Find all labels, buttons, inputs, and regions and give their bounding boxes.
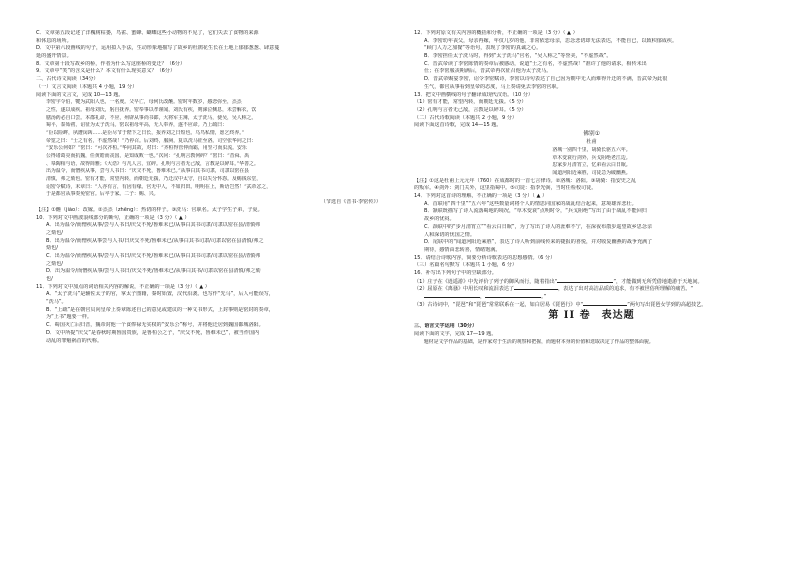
- poem-line: 草木变衰行剑外，兵戈阻绝老江边。: [552, 154, 631, 161]
- text-line: 9．文章中“笑”的含义是什么？本文有什么现实意义？（6分）: [36, 68, 176, 75]
- left-column: [36, 30, 391, 345]
- section-2-title: 第 II 卷 表达题: [548, 310, 635, 322]
- text-line: A．出为温令/而憎疾从事/尝与人书曰/庆父不死/鲁难未已/从事白其书司隶/司隶以密在县/清慎弗: [46, 222, 261, 229]
- text-line: 生气，都官从事看到皇帝的态度，马上奏请免去李密的官职。: [424, 83, 562, 90]
- text-line: D．晋武帝赐宴李密，诏令李密赋诗，李密以诗句表达了自己因为朝中无人而难得升迁的不满，晋武帝为此很: [424, 76, 668, 83]
- text-line: 10．下列对文中画波浪线部分的断句，正确的一项是（3 分）（ ▲ ）: [36, 214, 190, 221]
- text-line: 15．请结合诗歌内容，简要分析诗歌表达的思想感情。（6 分）: [414, 254, 556, 261]
- text-line: B．“上疏”是在朝官员向皇帝上奏章陈述自己的意见或建议的一种文书形式，上封事则是密封的奏章，: [46, 306, 274, 313]
- section-3-instruction: 阅读下面的文字，完成 17—19 题。: [414, 331, 497, 338]
- passage-line: 膳汤药必自口尝。本郡礼命，不应，州辟从事尚书郎，大将军主簿，太子洗马，使吴，吴人称之。: [46, 114, 257, 121]
- text-line: D．文中第六段画线的句子，运用拟人手法，生动形象地描写了故乡的杜鹃花生长在土地上郁郁葱葱、肆意蔓: [36, 45, 280, 52]
- text-line: B．颔联既描写了诗人流落蜀地的境况，“草木变衰”点明时令，“兵戈阻绝”写出了由于战乱不能回归: [424, 208, 647, 215]
- text-line: D．出为温令/而憎疾从事/尝与人书曰/庆父不死/鲁难未已/从事白其书/司隶以密在县清慎/弗之劾: [46, 268, 261, 275]
- text-line: 之劾也/: [46, 229, 63, 236]
- text-line: D．尾联中的“闻道河阳近乘胜”，表达了诗人听到前线传来的捷报的喜悦，并对收复幽燕的战争充满了: [424, 239, 653, 246]
- text-line: 期待，感情由悲转喜，情绪饱满。: [424, 246, 501, 253]
- passage-line: 蜀平，泰始初，诏征为太子洗马。密以祖母年高，无人奉养，遂不应命。乃上疏曰：: [46, 122, 227, 129]
- poem-title: 佛别①: [583, 130, 600, 137]
- text-line: 11．下列对文中加点的词语相关内容的解说，不正确的一项是（3 分）（ ▲ ）: [36, 283, 210, 290]
- text-line: 之劾也/: [46, 260, 63, 267]
- blank-question-2: （2）屈原在《离骚》中用长叹和流泪表达了 ，表达了出对高洁品质的追求，有不被世俗所理解的痛苦。“: [414, 286, 694, 293]
- section-3-text: 题材是文学作品的基础，是作家对于生活的观察和把握，而题材本身的价值和选取决定了作品的整体面貌。: [414, 338, 654, 345]
- text-line: 12．下列对原文有关内容的概括和分析，不正确的一项是（3 分）（ ▲ ）: [414, 30, 578, 36]
- passage-line: 于是都官从事奏免密官。后卒于家。二子：赐、兴。: [46, 191, 159, 198]
- text-line: 仕；在李密服丧期满后，晋武帝再次征召他为太子洗马。: [424, 68, 552, 75]
- blank-question-1: （1）庄子在《逍遥游》中先评价了列子的御风而行，随着指出“ ”，才能做到无所凭借地遨游于天地间。: [414, 278, 703, 285]
- text-line: 14．下列对这首诗的理解，不正确的一项是（3 分）（ ▲ ）: [414, 193, 548, 200]
- passage-line: 之性，遂以成疾。祖母刘氏，躬自抚养。密奉事以孝谨闻，刘氏有疾，则涕泣侧息，未尝解衣，饮: [46, 106, 257, 113]
- text-line: C．蜀国灭亡后归晋，魏帝封他一个食俸禄无实权的“安乐公”称号，并将他迁居到魏国都城洛阳。: [46, 322, 264, 329]
- fill-in-blanks: [414, 278, 769, 309]
- right-column: [414, 30, 769, 346]
- poem-author: 杜甫: [586, 138, 597, 145]
- passage-line: 李密字令伯，犍为武阳人也，一名虔。父早亡，母何氏改醮。密时年数岁，感恋弥至，烝烝: [46, 99, 242, 106]
- text-line: 【注】①醮（jiào）：改嫁。②烝烝（zhēng）：热切的样子。③洗马：官职名。太子学生子弟，子夏。: [36, 206, 263, 213]
- passage-line: 、皋陶相与语，故得简雅；《大诰》与凡人言，宜碎。孔明与言者无己敌，言教是以碎耳。”华善之。: [46, 160, 259, 167]
- passage-line: 帝览之曰：“士之有名，不虚然哉！”乃停召。后刘终，服阕，复以洗马征至洛。司空张华问之曰：: [46, 137, 257, 144]
- text-line: 的叛军。④剑外：剑门关外，这里指蜀中。⑤司徒：指李光弼，当时任检校司徒。: [414, 185, 597, 192]
- text-line: 阅读下面这首诗歌，完成 14—15 题。: [414, 122, 502, 129]
- answer-blank[interactable]: [424, 293, 480, 298]
- passage-line: 出为温令，而憎疾从事，尝与人书曰：“庆父不死，鲁难未已。”从事白其书司隶，司隶以密在县: [46, 168, 250, 175]
- text-line: 13．把文中画横线的句子翻译成现代汉语。（10 分）: [414, 91, 534, 98]
- text-line: （1）密有才能，常望内转，而朝廷无援。（5 分）: [414, 99, 527, 106]
- passage-line: 公得诸葛亮而抗魏，任黄皓而丧国，是知成败一也。”次问：“孔明言教何碎？”密曰：“昔舜、禹: [46, 153, 250, 159]
- text-line: “顾门人力之加餐”等语句，表现了李密的真诚之心。: [424, 45, 542, 52]
- blank-question-3: （3）古诗词中，“琵琶”和“琵琶”常常联系在一起，如白居易《琵琶行》中“ ”两句写出琵琶女学到的高超技艺。: [414, 301, 707, 308]
- passage-line: “臣以险衅，夙遭闵凶……是臣尽节于陛下之日长，报养刘之日短也。乌鸟私情，愿乞终养。”: [46, 129, 245, 136]
- text-line: 8．文章第十段写故乡的桥，作者为什么写这座桥的变迁？（6分）: [36, 60, 186, 67]
- text-line: 16．补写出下列句子中的空缺部分。: [414, 269, 497, 276]
- text-line: B．李密担任太子洗马时，得到“太子洗马”官名，“吴人称之”等誉美，“不虚然哉”。: [424, 53, 612, 60]
- poem-line: 洛城一别四千里，胡骑长驱五六年。: [552, 146, 631, 153]
- text-line: C．文章第五段记述了洋槐树枯萎，鸟雀、蜜蜂、蝴蝶这些小动物的不见了，它们失去了食物的来源: [36, 30, 259, 36]
- passage-line: 诏密令赋诗，末章曰：“人亦有言，有因有缘。官无中人，不如归田。明明在上，斯语岂然！”武帝忿之，: [46, 183, 272, 190]
- text-line: 也/: [46, 276, 53, 282]
- answer-blank[interactable]: [557, 278, 613, 283]
- poem-body: [414, 147, 769, 178]
- text-line: C．颈联中的“步月清宵立”“看云白日眠”，为了写出了诗人的涯难不宁，在深夜布散步遥望故乡思念亲: [424, 223, 653, 230]
- text-line: D．文中所提“庆父”是春秋时期鲁国贵族，是鲁桓公之子，“庆父不死，鲁难未已”，被当作国内: [46, 329, 260, 336]
- text-line: A．首联用“四千里”“五六年”这些数量词将个人的情思同国家的战乱结合起来，意境雄浑悲壮。: [424, 200, 637, 207]
- answer-blank[interactable]: [514, 285, 558, 290]
- text-line: 故乡的忧闷。: [424, 216, 455, 223]
- text-line: 为“上书”题要一样。: [46, 314, 93, 321]
- text-line: 动乱的罪魁祸首的代称。: [46, 337, 103, 344]
- text-line: （三）名篇名句默写（本题共 1 小题，6 分）: [414, 262, 518, 269]
- text-line: C．出为温令/而憎疾从事/尝与人书曰/庆父不死/鲁难未已/从事白其书司隶/司隶以密在县/清慎弗: [46, 252, 261, 259]
- text-line: 和休息的场所。: [36, 37, 72, 44]
- text-line: （一）文言文阅读（本题共 4 小题，19 分）: [36, 83, 138, 90]
- passage-source: （节选自《晋书·李密传》）: [320, 199, 381, 206]
- text-line: 人和深切的忧国之情。: [424, 231, 475, 238]
- text-line: A．李密幼年丧父，母亲再嫁，年仅几岁的他，非常依恋母亲，思念悲切却无法表达，不能自已，以致积郁成疾。: [424, 37, 678, 44]
- question-12-13-block: [414, 30, 769, 130]
- passage-line: 清慎，弗之劾也。密有才能，常望内转，而朝廷无援，乃迁汉中太守，自以失分怀怨。及赐钱东堂，: [46, 176, 262, 183]
- section-3-heading: 三、语言文字运用（30分）: [414, 323, 478, 330]
- passage-line: “安乐公何如？”密曰：“可次齐桓。”华问其故，对曰：“齐桓得管仲而霸，用竖刁而虫流。安乐: [46, 145, 247, 152]
- blank-question-2-cont: ， 。”: [414, 293, 769, 301]
- answer-blank[interactable]: [583, 301, 627, 306]
- text-line: （2）孔明与言者无己敌，言教是以碎耳。（5 分）: [414, 106, 527, 113]
- text-line: 劾也/: [46, 245, 58, 252]
- text-line: 【注】①这是杜甫上元元年（760）在成都时的一首七言律诗。②洛城：洛阳。③胡骑：指安史之乱: [414, 177, 637, 184]
- question-14-16-block: [414, 178, 769, 278]
- text-line: 阅读下面的文言文，完成 10—13 题。: [36, 91, 124, 98]
- text-line: 二、古代诗文阅读（34分）: [36, 76, 99, 83]
- text-line: C．晋武帝读了李密陈情的奏章后被感动，说道“士之有名，不虚然哉！”准许了他的请求，相传未出: [424, 60, 647, 67]
- poem-line: 思家步月清宵立，忆弟看云白日眠。: [552, 162, 631, 169]
- text-line: （二）古代诗歌阅读（本题共 2 小题，9 分）: [414, 114, 518, 121]
- poem-line: 闻道河阳近乘胜，司徒急为破幽燕。: [552, 170, 631, 176]
- text-line: 延的盛开情景。: [36, 53, 72, 60]
- text-line: “洗马”。: [46, 299, 67, 306]
- answer-blank[interactable]: [485, 293, 541, 298]
- text-line: B．出为温令/而憎疾从事尝与人书/曰庆父不死/鲁难未已/从事白其书司隶/司隶以密在县清慎/弗之: [46, 237, 264, 244]
- text-line: A．“太子洗马”是辅佐太子的官，掌太子图籍，秦时始置，汉代沿袭。也写作“先马”，后人可能误写，: [46, 291, 274, 298]
